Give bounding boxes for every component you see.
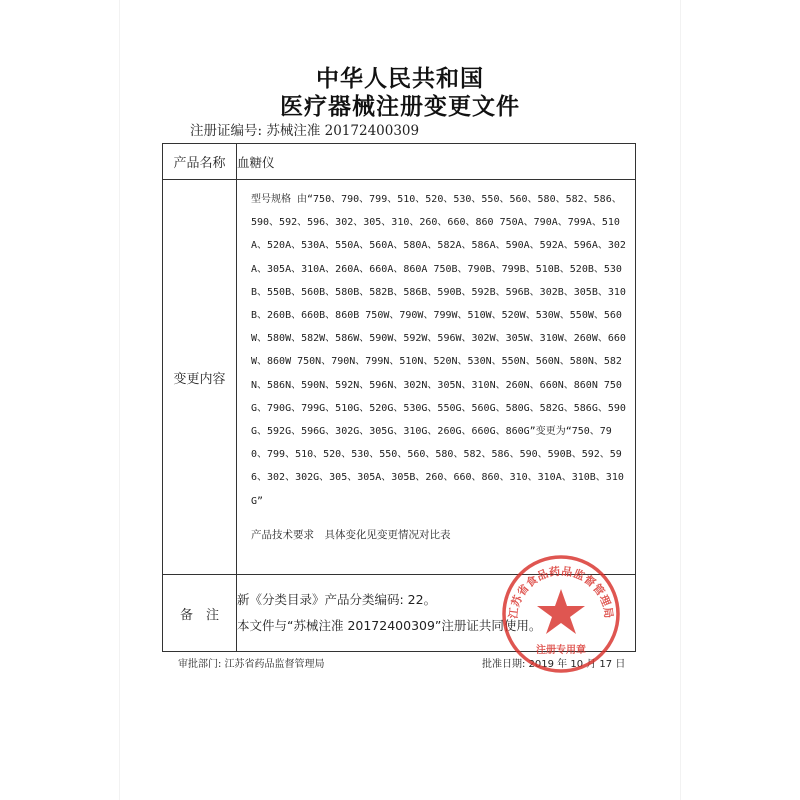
document-title-line1: 中华人民共和国 <box>316 66 484 92</box>
document-title-line2: 医疗器械注册变更文件 <box>280 94 520 120</box>
product-name-label: 产品名称 <box>163 144 237 180</box>
change-content-cell <box>237 180 636 575</box>
table-row <box>163 180 636 575</box>
seal-star-icon <box>537 589 585 634</box>
registration-number: 注册证编号: 苏械注准 20172400309 <box>190 123 420 139</box>
remarks-label: 备 注 <box>163 575 237 652</box>
remarks-line-1: 新《分类目录》产品分类编码: 22。 <box>237 592 437 607</box>
svg-text:江苏省食品药品监督管理局: 江苏省食品药品监督管理局 <box>506 564 616 620</box>
svg-text:注册专用章: 注册专用章 <box>536 645 586 656</box>
tech-requirement-text: 产品技术要求 具体变化见变更情况对比表 <box>251 528 451 541</box>
table-row <box>163 144 636 180</box>
approval-date: 批准日期: 2019 年 10 月 17 日 <box>482 659 626 670</box>
remarks-line-2: 本文件与“苏械注准 20172400309”注册证共同使用。 <box>237 618 542 633</box>
change-content-label: 变更内容 <box>163 180 237 575</box>
change-content-text: 型号规格 由“750、790、799、510、520、530、550、560、580、582、586、590、592、596、302、305、310、260、660、860 750A、790A、799A、510A、520A、530A、550A、560A、580A、582A、586A、590A、592A、596A、302A、305A、310A、260A、660A、860A 750B、790B、799B、510B、520B、530B、550B、560B、580B、582B、586B、590B、592B、596B、302B、305B、310B、260B、660B、860B 750W、790W、799W、510W、520W、530W、550W、560W、580W、582W、586W、590W、592W、596W、302W、305W、310W、260W、660W、860W 750N、790N、799N、510N、520N、530N、550N、560N、580N、582N、586N、590N、592N、596N、302N、305N、310N、260N、660N、860N 750G、790G、799G、510G、520G、530G、550G、560G、580G、582G、586G、590G、592G、596G、302G、305G、310G、260G、660G、860G”变更为“750、790、799、510、520、530、550、560、580、582、586、590、590B、592、596、302、302G、305、305A、305B、260、660、860、310、310A、310B、310G” <box>251 194 626 507</box>
product-name-value: 血糖仪 <box>237 144 636 180</box>
official-seal-stamp <box>500 553 622 675</box>
approval-department: 审批部门: 江苏省药品监督管理局 <box>178 659 325 670</box>
